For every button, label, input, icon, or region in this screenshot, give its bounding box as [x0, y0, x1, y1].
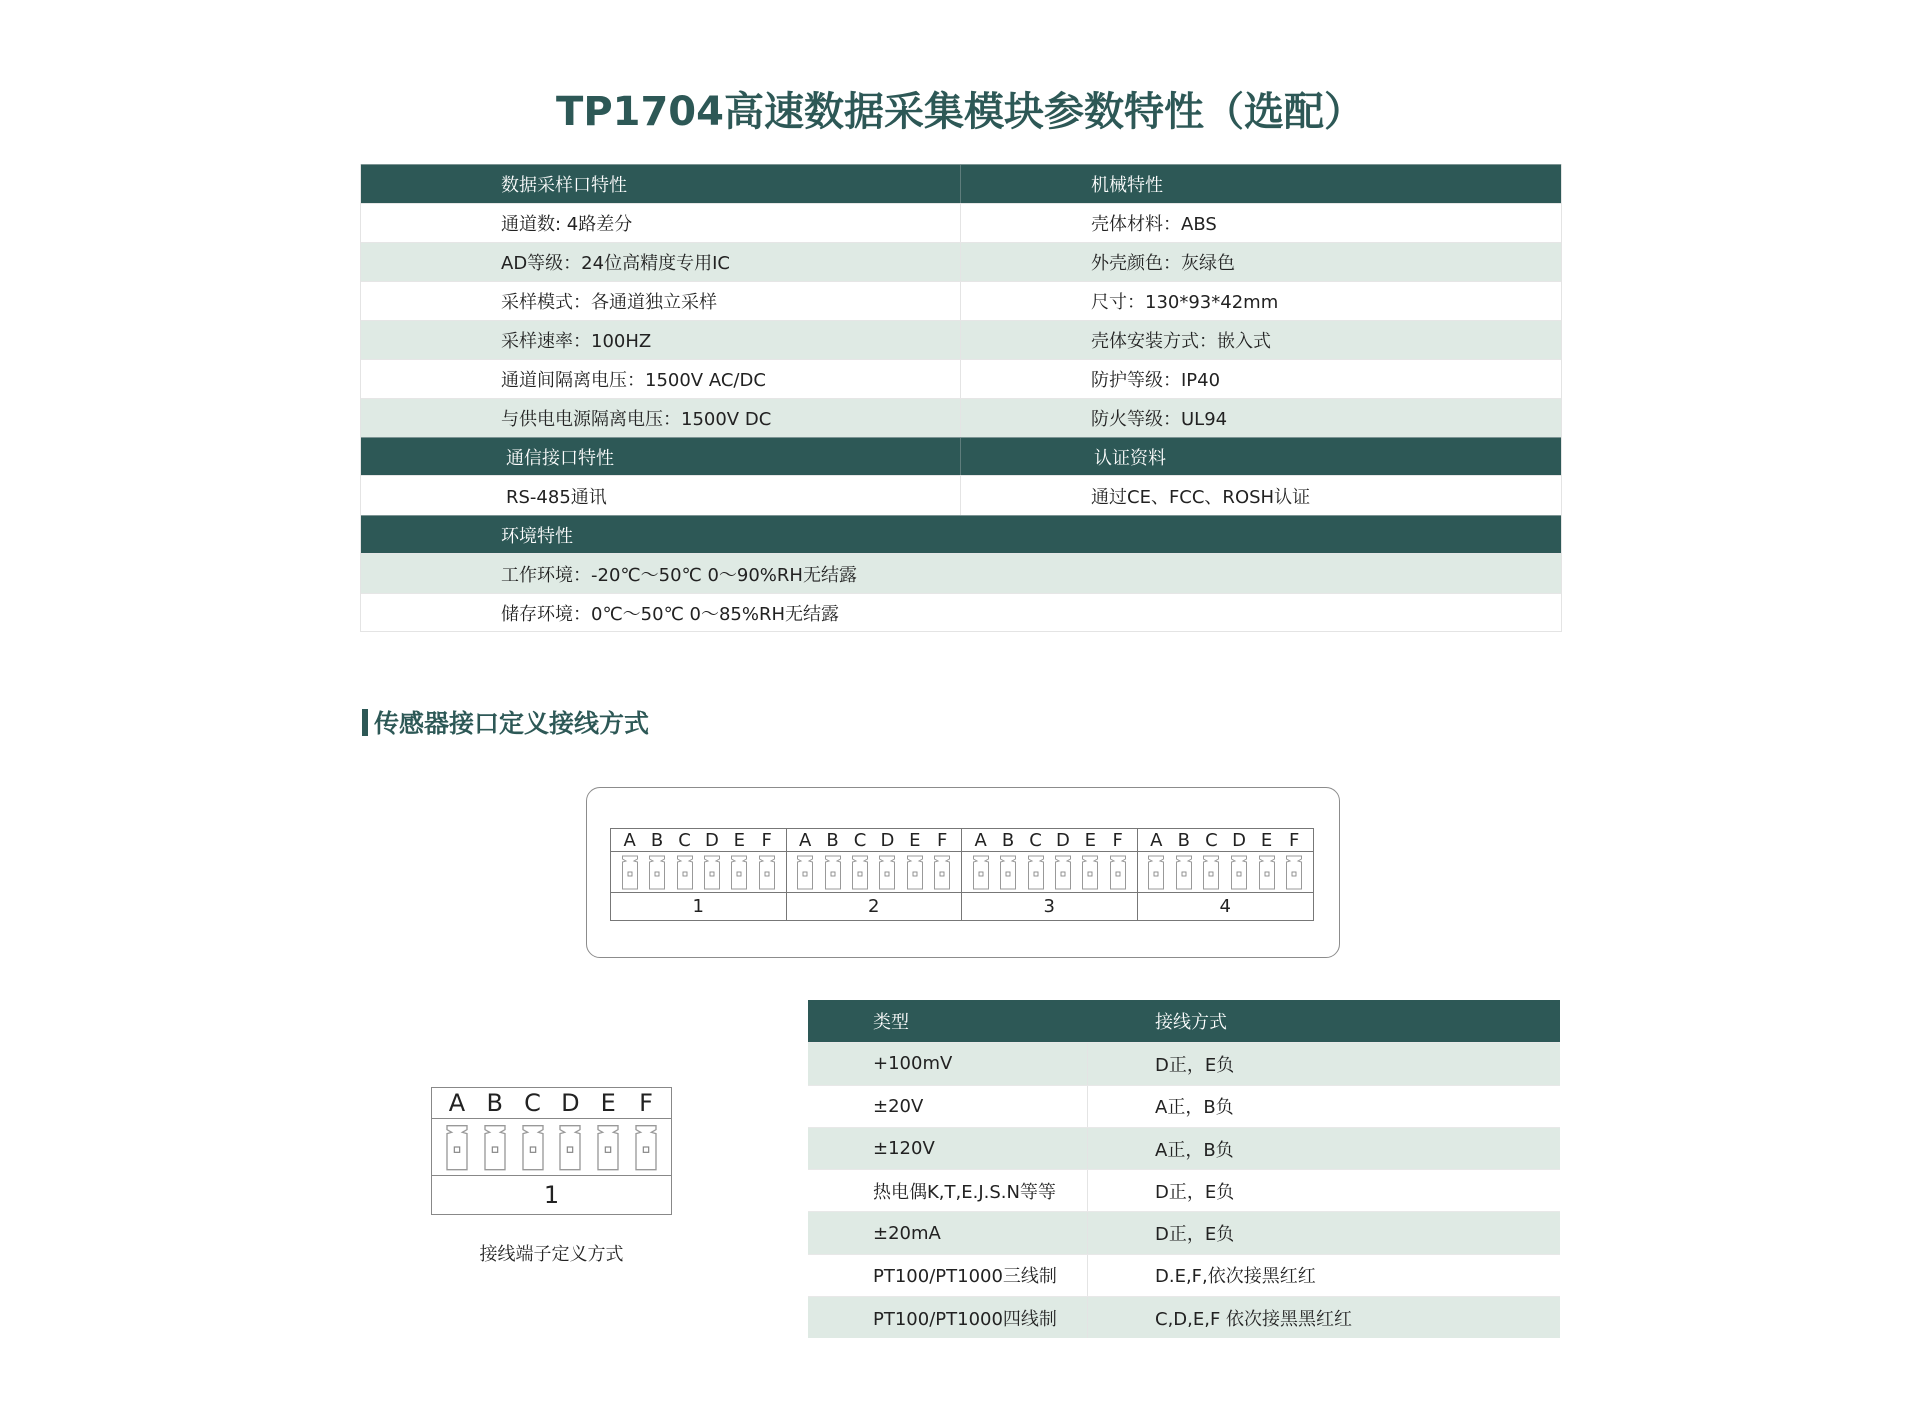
heading-accent-bar [362, 709, 368, 736]
pin-label: A [1150, 829, 1163, 851]
terminal-pin-icon [730, 854, 748, 890]
terminal-pin-icon [676, 854, 694, 890]
spec-cell-right: 壳体材料：ABS [1091, 214, 1217, 235]
terminal-pin-icon [445, 1123, 469, 1171]
spec-cell-right: 防护等级：IP40 [1091, 370, 1221, 391]
spec-cell-right: 通过CE、FCC、ROSH认证 [1091, 486, 1311, 508]
wiring-cell: D.E,F,依次接黑红红 [1155, 1266, 1316, 1288]
pin-label-row [432, 1088, 671, 1119]
terminal-pin-icon [1258, 854, 1276, 890]
pin-label: B [486, 1089, 503, 1117]
wiring-row [808, 1296, 1560, 1338]
pin-label: C [853, 829, 867, 851]
pin-label: D [704, 829, 719, 851]
pin-label: E [1084, 829, 1097, 851]
type-cell: PT100/PT1000四线制 [808, 1297, 1088, 1338]
spec-section-header-row [361, 164, 1561, 203]
spec-row [361, 203, 1561, 242]
type-cell: +100mV [808, 1043, 1088, 1084]
pin-label: B [1001, 829, 1015, 851]
spec-cell-left: 采样速率：100HZ [361, 321, 961, 359]
terminal-pin-icon [558, 1123, 582, 1171]
terminal-pin-icon [483, 1123, 507, 1171]
certification-header: 认证资料 [1094, 447, 1166, 469]
terminal-pin-icon [1285, 854, 1303, 890]
spec-cell-left: 采样模式：各通道独立采样 [361, 282, 961, 320]
terminal-pin-icon [1230, 854, 1248, 890]
spec-cell-left: 通道间隔离电压：1500V AC/DC [361, 360, 961, 398]
sensor-section-heading [362, 704, 649, 740]
terminal-pin-icon [1202, 854, 1220, 890]
pin-label: E [733, 829, 746, 851]
terminal-pin-icon [878, 854, 896, 890]
spec-row [361, 475, 1561, 515]
terminal-pin-icon [851, 854, 869, 890]
spec-row [361, 593, 1561, 631]
spec-row [361, 359, 1561, 398]
wiring-row [808, 1254, 1560, 1296]
terminal-pin-icon [648, 854, 666, 890]
pin-label: F [1288, 829, 1300, 851]
terminal-pin-icon [824, 854, 842, 890]
pin-label-row [787, 829, 962, 852]
mechanical-header: 机械特性 [1091, 175, 1163, 196]
pin-label-row [611, 829, 786, 852]
pin-label-row [1138, 829, 1314, 852]
pin-terminal-row [962, 852, 1137, 893]
pin-label: C [1205, 829, 1218, 851]
spec-row [361, 553, 1561, 593]
pin-label: E [1260, 829, 1273, 851]
environment-header: 环境特性 [501, 525, 573, 547]
pin-label: F [761, 829, 772, 851]
type-cell: ±20V [808, 1086, 1088, 1127]
wiring-row [808, 1042, 1560, 1084]
spec-cell-left: 与供电电源隔离电压：1500V DC [361, 399, 961, 437]
pin-terminal-row [787, 852, 962, 893]
pin-label: C [524, 1089, 541, 1117]
terminal-group [611, 829, 787, 920]
terminal-pin-icon [1175, 854, 1193, 890]
channel-number: 1 [692, 896, 704, 917]
terminal-pin-icon [758, 854, 776, 890]
pin-label: A [974, 829, 987, 851]
type-cell: PT100/PT1000三线制 [808, 1255, 1088, 1296]
page-title: TP1704高速数据采集模块参数特性（选配） [556, 89, 1364, 135]
pin-terminal-row [432, 1119, 671, 1176]
terminal-block-strip [610, 828, 1314, 921]
type-column-header: 类型 [873, 1012, 909, 1034]
spec-cell-left: AD等级：24位高精度专用IC [361, 243, 961, 281]
wiring-cell: D正，E负 [1155, 1181, 1235, 1203]
spec-table [360, 164, 1562, 632]
terminal-pin-icon [1109, 854, 1127, 890]
single-terminal-block [431, 1087, 672, 1215]
channel-number: 4 [1219, 896, 1231, 917]
spec-row [361, 398, 1561, 437]
wiring-row [808, 1085, 1560, 1127]
pin-label: B [826, 829, 839, 851]
terminal-group [962, 829, 1138, 920]
pin-label: D [561, 1089, 580, 1117]
wiring-cell: C,D,E,F 依次接黑黑红红 [1155, 1308, 1353, 1330]
pin-label: C [678, 829, 691, 851]
pin-label: B [650, 829, 664, 851]
pin-label: E [600, 1089, 616, 1117]
pin-label: D [1055, 829, 1070, 851]
wiring-cell: D正，E负 [1155, 1224, 1235, 1246]
spec-row [361, 320, 1561, 359]
spec-row [361, 281, 1561, 320]
spec-cell-right: 尺寸：130*93*42mm [1091, 292, 1279, 313]
pin-label: B [1177, 829, 1191, 851]
wiring-row [808, 1169, 1560, 1211]
wiring-cell: A正，B负 [1155, 1139, 1234, 1161]
pin-terminal-row [611, 852, 786, 893]
wiring-header-row [808, 1000, 1560, 1042]
pin-label: F [937, 829, 948, 851]
terminal-pin-icon [972, 854, 990, 890]
pin-label: A [448, 1089, 466, 1117]
spec-section-header-row [361, 437, 1561, 475]
pin-terminal-row [1138, 852, 1314, 893]
terminal-pin-icon [1054, 854, 1072, 890]
pin-label: D [880, 829, 895, 851]
terminal-pin-icon [999, 854, 1017, 890]
terminal-pin-icon [906, 854, 924, 890]
terminal-caption: 接线端子定义方式 [479, 1244, 624, 1265]
channel-number: 1 [543, 1181, 560, 1209]
terminal-group [787, 829, 963, 920]
communication-header: 通信接口特性 [361, 438, 961, 475]
spec-cell-left: RS-485通讯 [361, 476, 961, 515]
terminal-pin-icon [521, 1123, 545, 1171]
sensor-section-title: 传感器接口定义接线方式 [374, 709, 650, 738]
terminal-pin-icon [796, 854, 814, 890]
wiring-column-header: 接线方式 [1155, 1012, 1227, 1034]
terminal-pin-icon [703, 854, 721, 890]
pin-label: F [1112, 829, 1123, 851]
spec-row [361, 242, 1561, 281]
spec-section-header-row [361, 515, 1561, 553]
data-sampling-header: 数据采样口特性 [361, 165, 961, 203]
wiring-table [808, 1000, 1560, 1338]
terminal-group [1138, 829, 1314, 920]
terminal-pin-icon [596, 1123, 620, 1171]
spec-cell-left: 通道数: 4路差分 [361, 204, 961, 242]
wiring-row [808, 1211, 1560, 1253]
spec-cell-full: 储存环境：0℃～50℃ 0～85%RH无结露 [501, 603, 840, 625]
type-cell: 热电偶K,T,E.J.S.N等等 [808, 1170, 1088, 1211]
channel-number: 3 [1043, 896, 1055, 917]
wiring-cell: D正，E负 [1155, 1054, 1235, 1076]
spec-cell-full: 工作环境：-20℃～50℃ 0～90%RH无结露 [501, 564, 857, 586]
channel-number: 2 [868, 896, 880, 917]
pin-label: A [799, 829, 812, 851]
type-cell: ±20mA [808, 1212, 1088, 1253]
terminal-pin-icon [1027, 854, 1045, 890]
spec-cell-right: 壳体安装方式：嵌入式 [1091, 331, 1271, 352]
terminal-pin-icon [1147, 854, 1165, 890]
terminal-pin-icon [1081, 854, 1099, 890]
pin-label: F [639, 1089, 653, 1117]
wiring-cell: A正，B负 [1155, 1097, 1234, 1119]
pin-label: E [909, 829, 921, 851]
pin-label: C [1029, 829, 1042, 851]
terminal-pin-icon [621, 854, 639, 890]
pin-label: A [623, 829, 636, 851]
wiring-row [808, 1127, 1560, 1169]
pin-label: D [1232, 829, 1246, 851]
spec-cell-right: 防火等级：UL94 [1091, 409, 1228, 430]
type-cell: ±120V [808, 1128, 1088, 1169]
terminal-pin-icon [933, 854, 951, 890]
pin-label-row [962, 829, 1137, 852]
terminal-pin-icon [634, 1123, 658, 1171]
spec-cell-right: 外壳颜色：灰绿色 [1091, 253, 1235, 274]
